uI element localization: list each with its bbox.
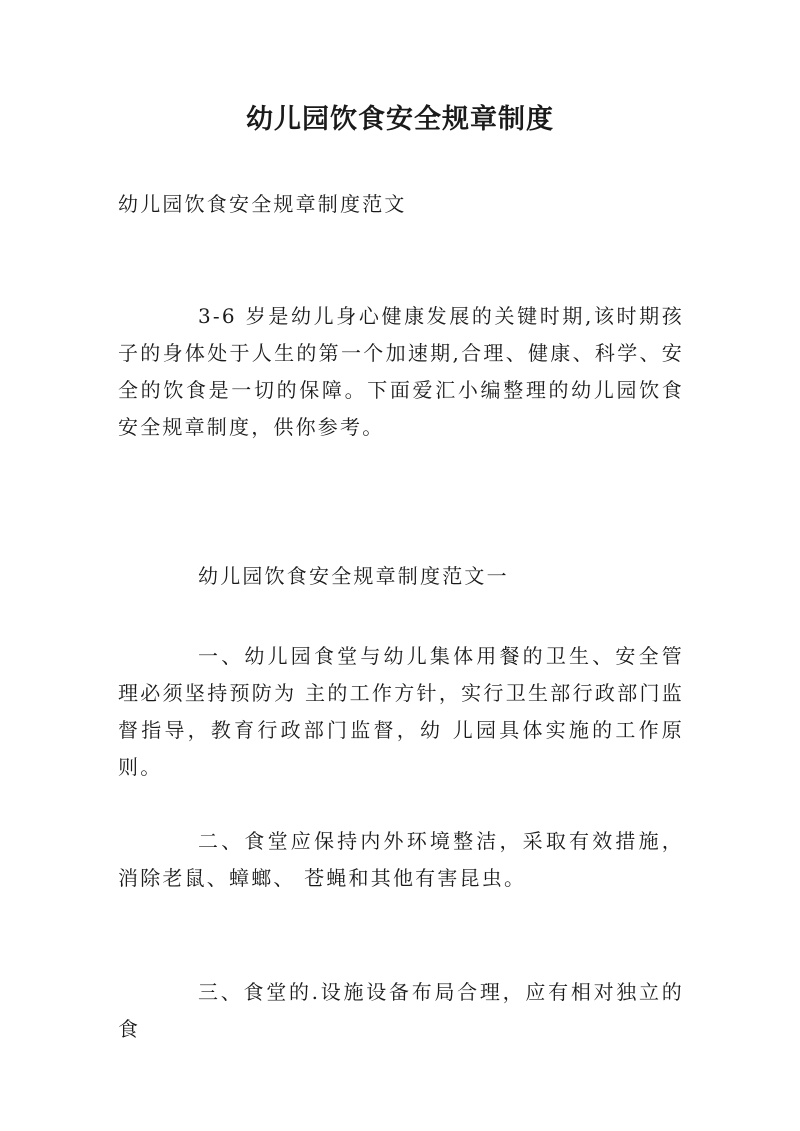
intro-paragraph: 3-6 岁是幼儿身心健康发展的关键时期,该时期孩子的身体处于人生的第一个加速期,合理、健康、科学、安全的饮食是一切的保障。下面爱汇小编整理的幼儿园饮食安全规章制度，供你参考。 [118,304,684,439]
paragraph-1: 一、幼儿园食堂与幼儿集体用餐的卫生、安全管理必须坚持预防为 主的工作方针，实行卫生部行政部门监督指导，教育行政部门监督，幼 儿园具体实施的工作原则。 [118,644,684,779]
section-heading: 幼儿园饮食安全规章制度范文一 [198,564,509,588]
document-subtitle: 幼儿园饮食安全规章制度范文 [118,192,407,216]
paragraph-2: 二、食堂应保持内外环境整洁，采取有效措施，消除老鼠、蟑螂、 苍蝇和其他有害昆虫。 [118,829,684,890]
paragraph-3: 三、食堂的.设施设备布局合理，应有相对独立的食 [118,980,684,1041]
document-title: 幼儿园饮食安全规章制度 [246,104,554,135]
